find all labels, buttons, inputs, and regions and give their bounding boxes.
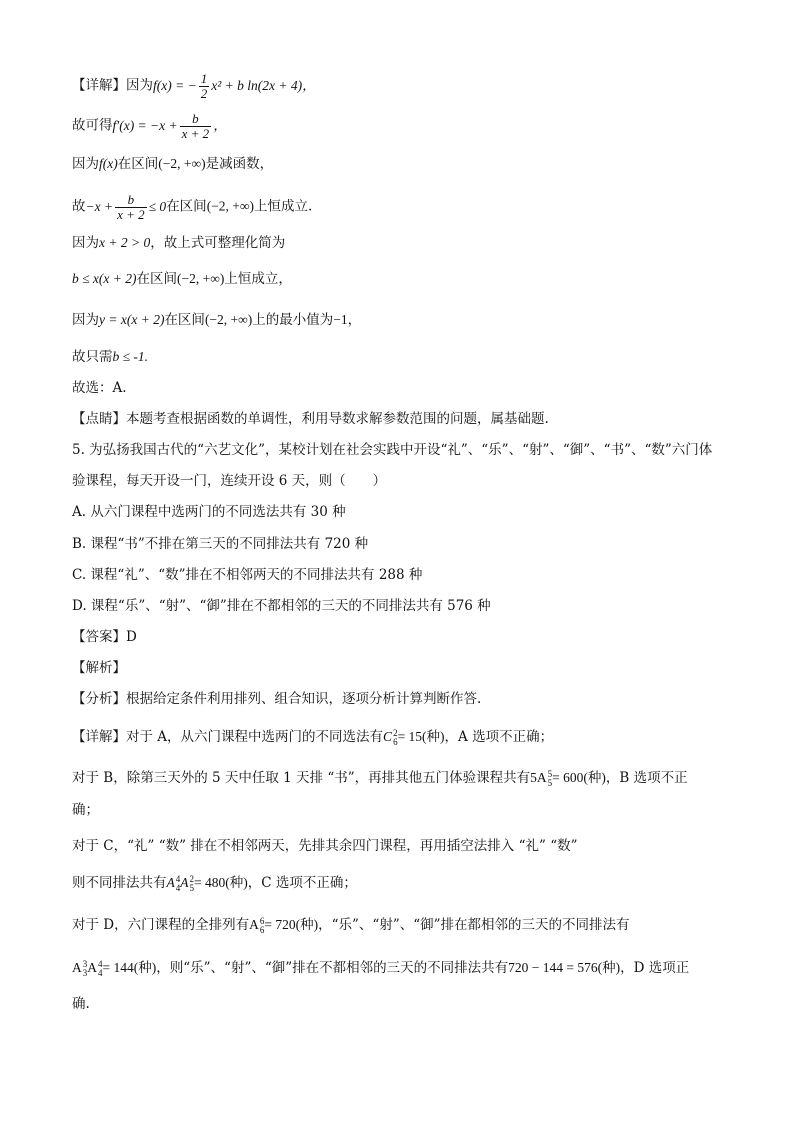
detail-line-1 [72,72,316,101]
combination-expr: C 2 6 = 15(种) [383,728,445,747]
question-stem-1: 5. 为弘扬我国古代的“六艺文化”，某校计划在社会实践中开设“礼”、“乐”、“射”、“御”、“书”、“数”六门体 [72,442,713,458]
answer-line: 【答案】D [72,629,137,645]
option-c: C. 课程“礼”、“数”排在不相邻两天的不同排法共有 288 种 [72,567,423,583]
option-a: A. 从六门课程中选两门的不同选法共有 30 种 [72,504,346,520]
detail-label: 【详解】因为 [72,77,153,94]
detail-line-2: 故可得f′(x) = −x + $\frac{b}{x + 2}$ ， [72,111,227,141]
function-def: f(x) = − $\frac{1}{2}$ x² + b ln(2x + 4)， [153,71,316,101]
question-stem-2: 验课程，每天开设一门，连续开设 6 天，则（ ） [72,473,387,489]
detail-line-4: 故−x + $\frac{b}{x + 2}$ ≤ 0在区间(−2, +∞)上恒成立. [72,192,313,222]
detail-d-1: 对于 D，六门课程的全排列有A 6 6 = 720(种)，“乐”、“射”、“御”排在都相邻的三天的不同排法有 [72,916,630,935]
detail-c-1: 对于 C，“礼” “数” 排在不相邻两天，先排其余四门课程，再用插空法排入 “礼” “数” [72,838,578,854]
detail-b: 对于 B，除第三天外的 5 天中任取 1 天排 “书”，再排其他五门体验课程共有5A 5 5 = 600(种)，B 选项不正 [72,769,688,788]
detail-line-5: 因为x + 2 > 0，故上式可整理化简为 [72,235,286,251]
detail-line-7: 因为y = x(x + 2)在区间(−2, +∞)上的最小值为−1， [72,312,362,328]
choice-line: 故选：A. [72,380,127,396]
detail-line-6: b ≤ x(x + 2)在区间(−2, +∞)上恒成立， [72,271,292,287]
detail-d-3: 确. [72,996,90,1012]
detail-d-2: A 3 3 A 4 4 = 144(种)，则“乐”、“射”、“御”排在不都相邻的三天的不同排法共有720 − 144 = 576(种)，D 选项正 [72,959,690,978]
option-d: D. 课程“乐”、“射”、“御”排在不都相邻的三天的不同排法共有 576 种 [72,598,491,614]
derivative: f′(x) = −x + $\frac{b}{x + 2}$ ， [112,111,227,141]
remark-line: 【点睛】本题考查根据函数的单调性，利用导数求解参数范围的问题，属基础题. [72,411,549,427]
fraction-half: $\frac{1}{2}$ [200,71,208,101]
detail-b-cont: 确； [72,802,99,818]
option-b: B. 课程“书”不排在第三天的不同排法共有 720 种 [72,536,369,552]
detail-line-8: 故只需b ≤ -1. [72,349,149,365]
analysis-heading: 【解析】 [72,660,126,676]
detail-c-2: 则不同排法共有A 4 4 A 2 5 = 480(种)，C 选项不正确； [72,874,357,893]
detail-line-3: 因为f(x)在区间(−2, +∞)是减函数， [72,156,274,172]
analysis-line: 【分析】根据给定条件利用排列、组合知识，逐项分析计算判断作答. [72,691,482,707]
fraction-b: $\frac{b}{x + 2}$ [181,111,210,141]
detail-a: 【详解】对于 A，从六门课程中选两门的不同选法有C 2 6 = 15(种)，A 选项不正确； [72,728,554,747]
